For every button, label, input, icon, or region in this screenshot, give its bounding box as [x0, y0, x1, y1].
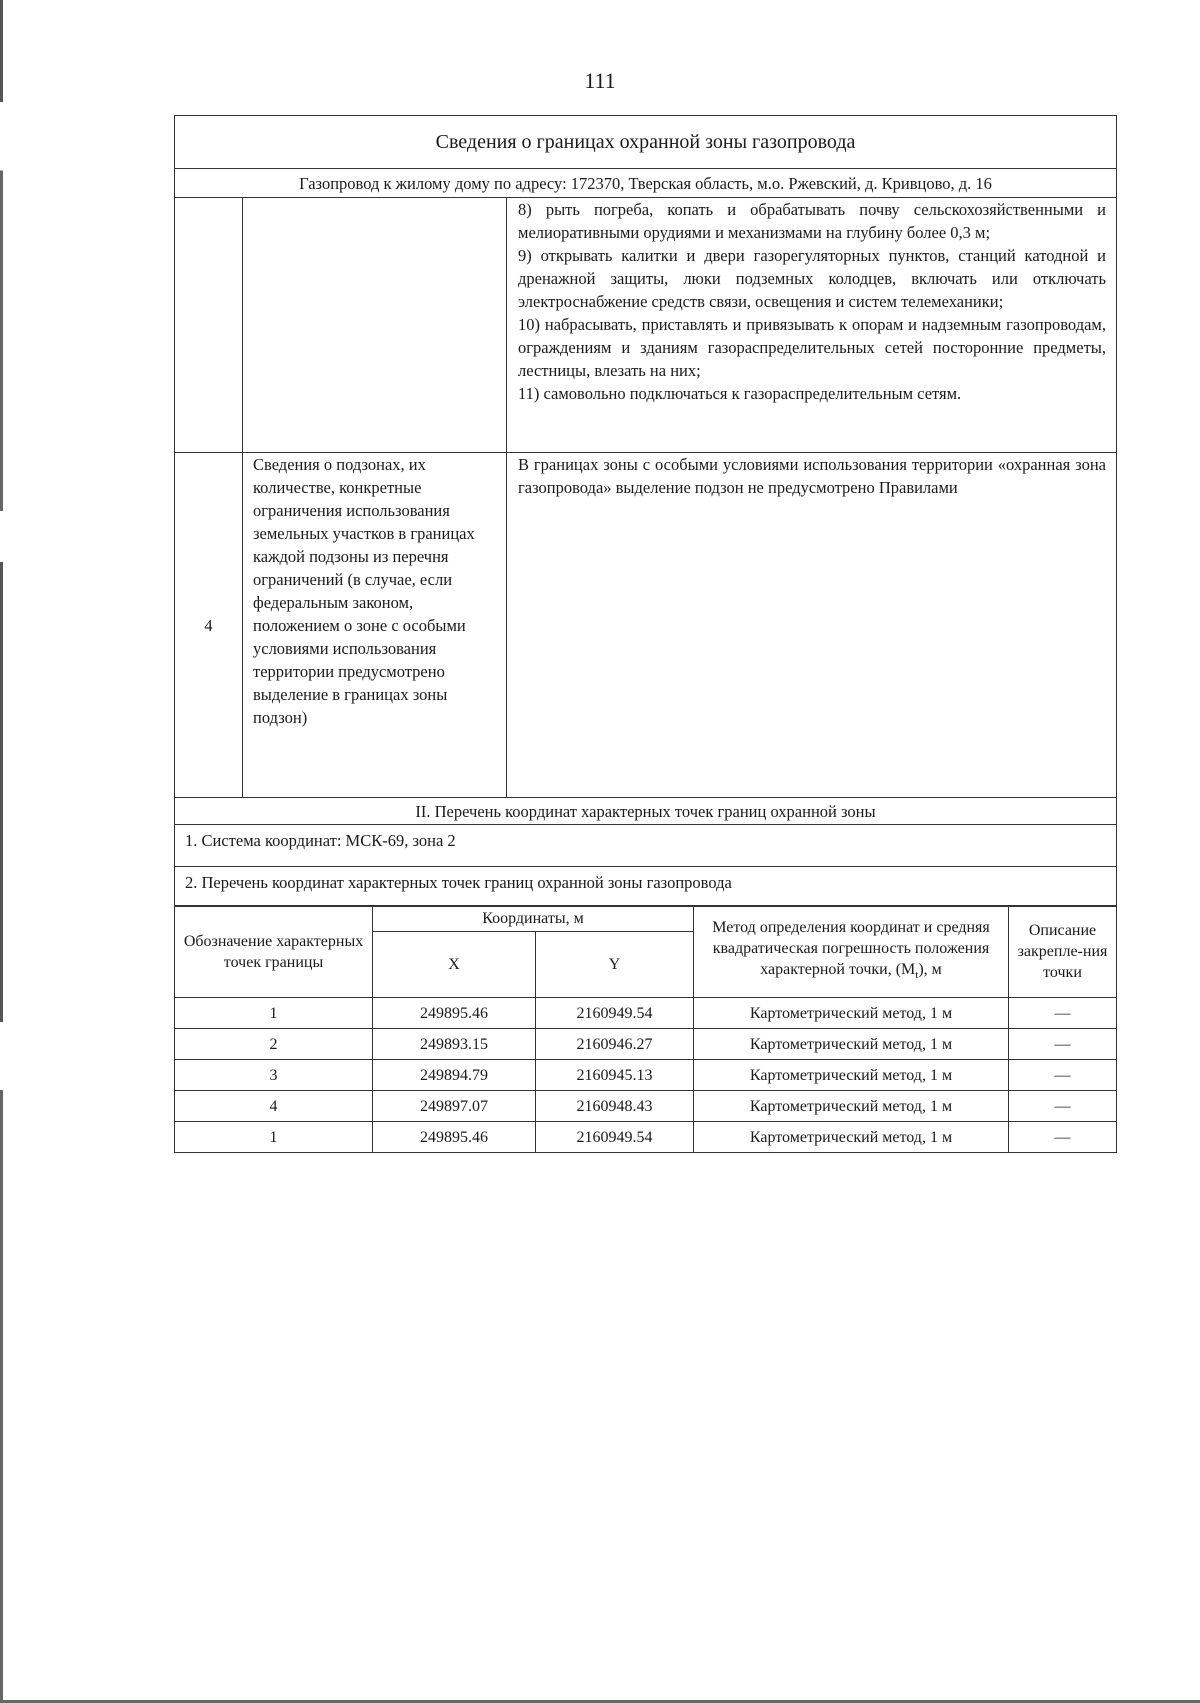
scan-edge-left [0, 0, 3, 1703]
coord-list-title: 2. Перечень координат характерных точек границ охранной зоны газопровода [175, 867, 1117, 907]
cell-point: 1 [175, 998, 373, 1029]
row-label-empty [243, 198, 507, 453]
cell-point: 1 [175, 1122, 373, 1153]
cell-x: 249897.07 [373, 1091, 536, 1122]
header-method-unit: ), м [918, 960, 942, 978]
header-method-sub: t [915, 969, 919, 982]
cell-description: — [1009, 1029, 1117, 1060]
cell-y: 2160949.54 [536, 998, 694, 1029]
zone-info-table [174, 115, 1117, 907]
header-x: X [373, 932, 536, 998]
table-row [175, 1029, 1117, 1060]
cell-y: 2160946.27 [536, 1029, 694, 1060]
cell-x: 249895.46 [373, 1122, 536, 1153]
table-row [175, 998, 1117, 1029]
cell-point: 2 [175, 1029, 373, 1060]
cell-method: Картометрический метод, 1 м [694, 1029, 1009, 1060]
subzones-label: Сведения о подзонах, их количестве, конкретные ограничения использования земельных участков в границах каждой подзоны из перечня ограничений (в случае, если федеральным законом, положением о зоне с особыми условиями использования территории предусмотрено выделение в границах зоны подзон) [243, 453, 507, 798]
header-method [694, 906, 1009, 998]
cell-point: 4 [175, 1091, 373, 1122]
header-description: Описание закрепле-ния точки [1009, 906, 1117, 998]
cell-method: Картометрический метод, 1 м [694, 1091, 1009, 1122]
page-number: 111 [584, 68, 616, 93]
cell-y: 2160949.54 [536, 1122, 694, 1153]
section-title: II. Перечень координат характерных точек границ охранной зоны [175, 798, 1117, 825]
cell-x: 249894.79 [373, 1060, 536, 1091]
header-method-text: Метод определения координат и средняя квадратическая погрешность положения характерной точки, (M [712, 918, 990, 978]
restrictions-cell [507, 198, 1117, 453]
coordinates-table [174, 905, 1117, 1153]
cell-x: 249893.15 [373, 1029, 536, 1060]
row-number-empty [175, 198, 243, 453]
table-row [175, 1060, 1117, 1091]
restriction-item: 9) открывать калитки и двери газорегуляторных пунктов, станций катодной и дренажной защиты, люки подземных колодцев, включать или отключать электроснабжение средств связи, освещения и систем телемеханики; [518, 246, 1106, 311]
subzones-content: В границах зоны с особыми условиями использования территории «охранная зона газопровода» выделение подзон не предусмотрено Правилами [507, 453, 1117, 798]
cell-description: — [1009, 1060, 1117, 1091]
restriction-item: 11) самовольно подключаться к газораспределительным сетям. [518, 384, 962, 403]
cell-description: — [1009, 1122, 1117, 1153]
header-point: Обозначение характерных точек границы [175, 906, 373, 998]
cell-point: 3 [175, 1060, 373, 1091]
table-row [175, 1091, 1117, 1122]
cell-y: 2160945.13 [536, 1060, 694, 1091]
restriction-item: 10) набрасывать, приставлять и привязывать к опорам и надземным газопроводам, ограждениям и зданиям газораспределительных сетей посторонние предметы, лестницы, влезать на них; [518, 315, 1106, 380]
row-number: 4 [175, 453, 243, 798]
cell-description: — [1009, 998, 1117, 1029]
table-row [175, 1122, 1117, 1153]
table-subtitle: Газопровод к жилому дому по адресу: 172370, Тверская область, м.о. Ржевский, д. Кривцово, д. 16 [175, 169, 1117, 198]
cell-method: Картометрический метод, 1 м [694, 1060, 1009, 1091]
cell-method: Картометрический метод, 1 м [694, 1122, 1009, 1153]
restriction-item: 8) рыть погреба, копать и обрабатывать почву сельскохозяйственными и мелиоративными орудиями и механизмами на глубину более 0,3 м; [518, 200, 1106, 242]
cell-method: Картометрический метод, 1 м [694, 998, 1009, 1029]
header-y: Y [536, 932, 694, 998]
cell-x: 249895.46 [373, 998, 536, 1029]
table-title: Сведения о границах охранной зоны газопровода [175, 116, 1117, 169]
coord-system: 1. Система координат: МСК-69, зона 2 [175, 825, 1117, 867]
cell-description: — [1009, 1091, 1117, 1122]
header-coords: Координаты, м [373, 906, 694, 932]
cell-y: 2160948.43 [536, 1091, 694, 1122]
